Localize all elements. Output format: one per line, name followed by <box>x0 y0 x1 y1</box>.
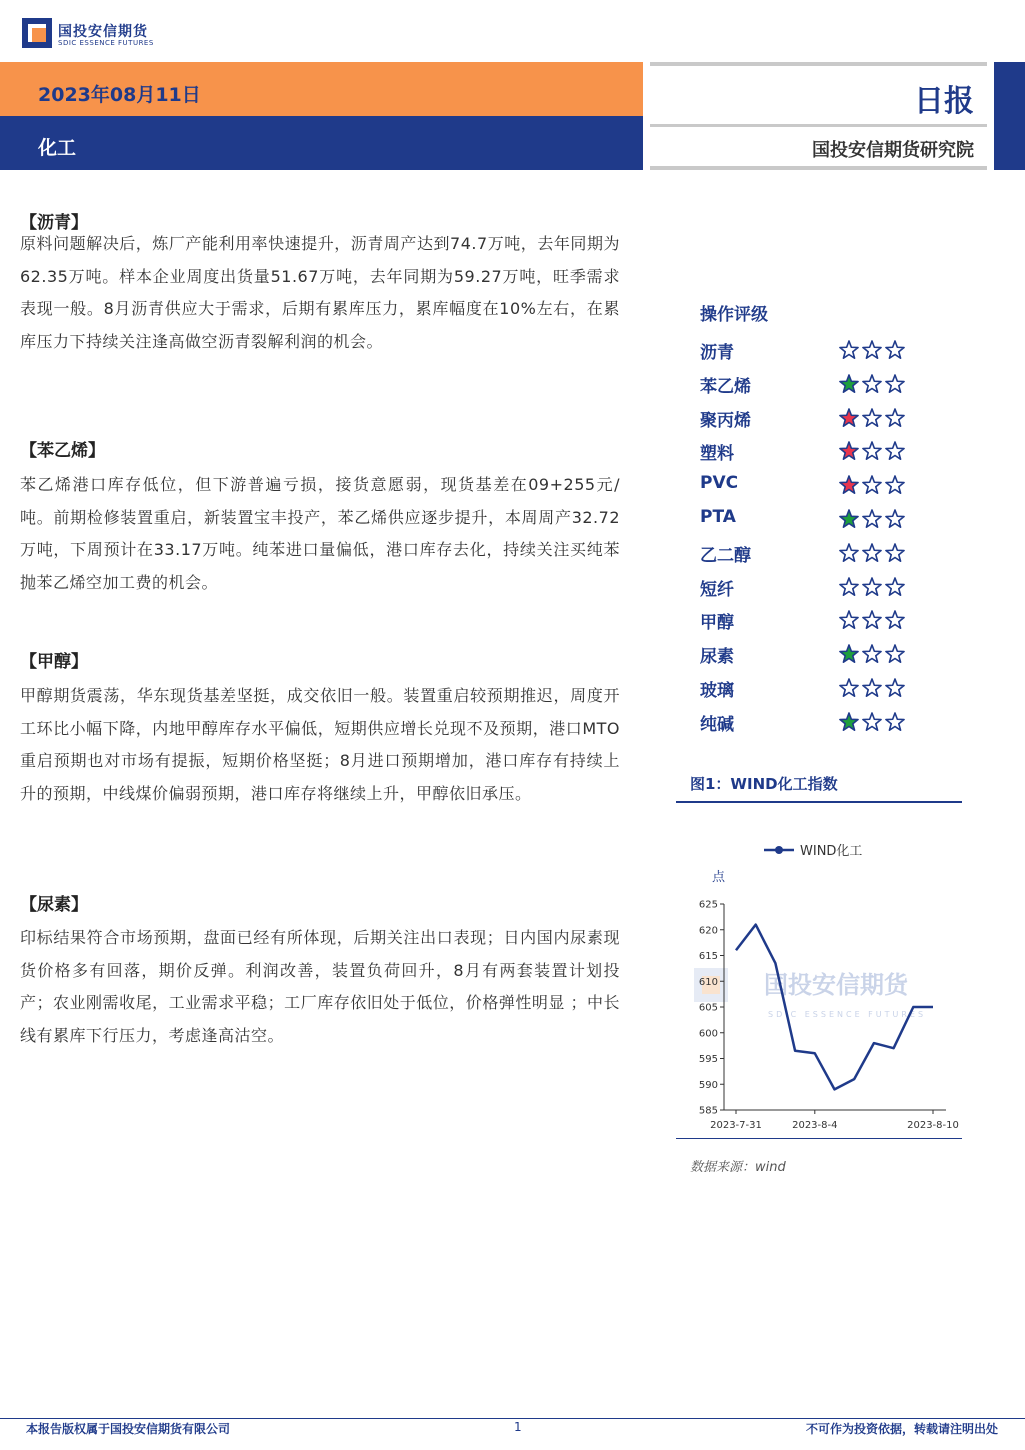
legend-marker <box>775 846 783 854</box>
rating-stars <box>838 374 908 394</box>
data-source: 数据来源：wind <box>690 1160 786 1175</box>
star-outline-icon <box>886 442 904 459</box>
y-tick-label: 615 <box>698 951 718 962</box>
header-divider <box>650 124 987 127</box>
rating-product-name: PTA <box>700 506 736 527</box>
footer-copyright: 本报告版权属于国投安信期货有限公司 <box>26 1422 231 1436</box>
rating-row <box>700 638 960 672</box>
star-filled-icon <box>840 713 858 730</box>
star-outline-icon <box>886 341 904 358</box>
rating-row <box>700 469 960 503</box>
ratings-title: 操作评级 <box>700 305 768 325</box>
rating-row <box>700 402 960 436</box>
rating-row <box>700 435 960 469</box>
star-filled-icon <box>840 442 858 459</box>
header-divider <box>650 62 987 66</box>
rating-stars <box>838 610 908 630</box>
footer-disclaimer: 不可作为投资依据，转载请注明出处 <box>805 1422 998 1436</box>
star-outline-icon <box>886 679 904 696</box>
y-tick-label: 605 <box>698 1002 718 1014</box>
section-body-styrene: 苯乙烯港口库存低位，但下游普遍亏损，接货意愿弱，现货基差在09+255元/吨。前期检修装置重启，新装置宝丰投产，苯乙烯供应逐步提升，本周周产32.72万吨，下周预计在33.17万吨。纯苯进口量偏低，港口库存去化，持续关注买纯苯抛苯乙烯空加工费的机会。 <box>20 475 620 592</box>
page-number: 1 <box>514 1420 522 1434</box>
category-bar <box>0 116 643 170</box>
y-tick-label: 590 <box>698 1079 718 1091</box>
star-outline-icon <box>863 375 881 392</box>
rating-stars <box>838 577 908 597</box>
figure-bottom-divider <box>676 1138 962 1139</box>
rating-product-name: 纯碱 <box>700 714 734 735</box>
figure-title-divider <box>676 801 962 803</box>
star-filled-icon <box>840 375 858 392</box>
star-outline-icon <box>863 442 881 459</box>
rating-row <box>700 368 960 402</box>
star-outline-icon <box>886 409 904 426</box>
y-tick-label: 600 <box>698 1028 718 1040</box>
y-tick-label: 625 <box>698 899 718 911</box>
star-filled-icon <box>840 476 858 493</box>
rating-stars <box>838 441 908 461</box>
header-accent-block <box>994 62 1025 170</box>
watermark-text: 国投安信期货 <box>764 971 908 999</box>
star-outline-icon <box>863 409 881 426</box>
x-tick-label: 2023-8-10 <box>907 1120 959 1131</box>
rating-product-name: 玻璃 <box>700 680 734 701</box>
star-outline-icon <box>840 679 858 696</box>
report-category: 化工 <box>38 137 77 159</box>
x-tick-label: 2023-8-4 <box>792 1120 838 1131</box>
rating-product-name: PVC <box>700 473 739 494</box>
star-outline-icon <box>840 578 858 595</box>
series-line-wind-chemical <box>736 925 933 1090</box>
star-outline-icon <box>863 510 881 527</box>
rating-product-name: 苯乙烯 <box>700 376 751 397</box>
star-outline-icon <box>863 645 881 662</box>
rating-product-name: 甲醇 <box>700 613 734 634</box>
star-outline-icon <box>886 713 904 730</box>
legend-label: WIND化工 <box>800 844 863 859</box>
star-outline-icon <box>886 578 904 595</box>
star-outline-icon <box>863 544 881 561</box>
rating-stars <box>838 475 908 495</box>
rating-row <box>700 672 960 706</box>
rating-stars <box>838 678 908 698</box>
rating-row <box>700 334 960 368</box>
rating-stars <box>838 644 908 664</box>
star-filled-icon <box>840 645 858 662</box>
logo-mark-icon <box>22 18 52 48</box>
logo-text-cn: 国投安信期货 <box>58 24 148 40</box>
rating-stars <box>838 340 908 360</box>
star-outline-icon <box>863 713 881 730</box>
rating-row <box>700 706 960 740</box>
footer-divider <box>0 1418 1025 1419</box>
operation-ratings <box>700 300 960 740</box>
wind-chemical-index-chart <box>676 830 962 1138</box>
watermark-text-en: SDIC ESSENCE FUTURES <box>768 1010 927 1019</box>
star-outline-icon <box>886 375 904 392</box>
rating-product-name: 短纤 <box>700 579 734 600</box>
star-outline-icon <box>863 578 881 595</box>
rating-stars <box>838 408 908 428</box>
section-body-methanol: 甲醇期货震荡，华东现货基差坚挺，成交依旧一般。装置重启较预期推迟，周度开工环比小幅下降，内地甲醇库存水平偏低，短期供应增长兑现不及预期，港口MTO重启预期也对市场有提振，短期价格坚挺；8月进口预期增加，港口库存有持续上升的预期，中线煤价偏弱预期，港口库存将继续上升，甲醇依旧承压。 <box>20 686 620 803</box>
rating-product-name: 沥青 <box>700 343 734 363</box>
star-outline-icon <box>886 645 904 662</box>
y-axis-label: 点 <box>712 870 726 885</box>
y-tick-label: 610 <box>698 976 718 988</box>
section-title-methanol: 【甲醇】 <box>20 652 88 672</box>
company-logo <box>22 18 162 52</box>
logo-text-en: SDIC ESSENCE FUTURES <box>58 39 154 47</box>
rating-product-name: 尿素 <box>700 647 734 668</box>
figure-title: 图1：WIND化工指数 <box>690 775 838 793</box>
rating-product-name: 乙二醇 <box>700 545 751 566</box>
rating-row <box>700 503 960 537</box>
star-outline-icon <box>886 476 904 493</box>
star-outline-icon <box>863 341 881 358</box>
section-body-urea: 印标结果符合市场预期，盘面已经有所体现，后期关注出口表现；日内国内尿素现货价格多有回落，期价反弹。利润改善，装置负荷回升，8月有两套装置计划投产；农业刚需收尾，工业需求平稳；工厂库存依旧处于低位，价格弹性明显 ；中长线有累库下行压力，考虑逢高沽空。 <box>20 928 620 1045</box>
header-divider <box>650 166 987 170</box>
star-outline-icon <box>863 679 881 696</box>
y-tick-label: 585 <box>698 1105 718 1117</box>
y-tick-label: 595 <box>698 1054 718 1065</box>
star-outline-icon <box>886 611 904 628</box>
rating-product-name: 聚丙烯 <box>700 410 751 431</box>
rating-row <box>700 537 960 571</box>
report-type: 日报 <box>914 84 974 119</box>
rating-row <box>700 604 960 638</box>
rating-stars <box>838 543 908 563</box>
x-tick-label: 2023-7-31 <box>710 1120 762 1131</box>
institute-name: 国投安信期货研究院 <box>812 140 974 161</box>
star-outline-icon <box>863 476 881 493</box>
section-title-asphalt: 【沥青】 <box>20 213 88 233</box>
star-filled-icon <box>840 409 858 426</box>
section-title-styrene: 【苯乙烯】 <box>20 441 105 461</box>
section-body-asphalt: 原料问题解决后，炼厂产能利用率快速提升，沥青周产达到74.7万吨，去年同期为62.35万吨。样本企业周度出货量51.67万吨，去年同期为59.27万吨，旺季需求表现一般。8月沥青供应大于需求，后期有累库压力，累库幅度在10%左右，在累库压力下持续关注逢高做空沥青裂解利润的机会。 <box>20 234 620 351</box>
rating-stars <box>838 509 908 529</box>
rating-product-name: 塑料 <box>700 444 734 465</box>
star-outline-icon <box>886 510 904 527</box>
star-outline-icon <box>886 544 904 561</box>
section-title-urea: 【尿素】 <box>20 895 88 915</box>
star-outline-icon <box>840 611 858 628</box>
report-date: 2023年08月11日 <box>38 84 201 106</box>
rating-stars <box>838 712 908 732</box>
star-outline-icon <box>863 611 881 628</box>
rating-row <box>700 571 960 605</box>
y-tick-label: 620 <box>698 925 718 937</box>
star-outline-icon <box>840 341 858 358</box>
star-filled-icon <box>840 510 858 527</box>
star-outline-icon <box>840 544 858 561</box>
